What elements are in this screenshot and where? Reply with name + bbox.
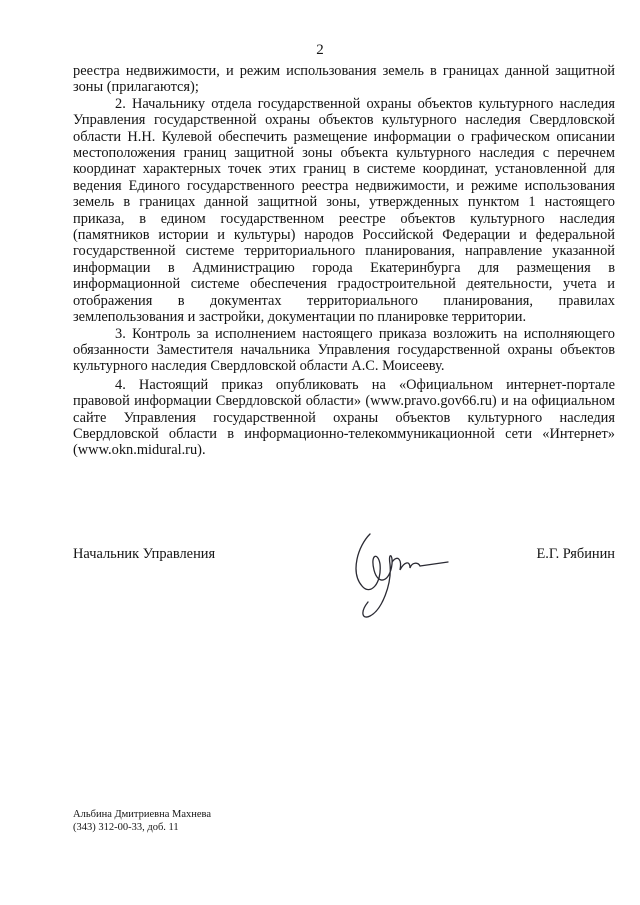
paragraph-item-3: 3. Контроль за исполнением настоящего приказа возложить на исполняющего обязанности Заместителя начальника Управления государственной охраны объектов культурного наследия Свердловской области А.С. Моисееву. (73, 325, 615, 375)
paragraph-item-2: 2. Начальнику отдела государственной охраны объектов культурного наследия Управления государственной охраны объектов культурного наследия Свердловской области Н.Н. Кулевой обеспечить размещение информации о графическом описании местоположения границ защитной зоны объекта культурного наследия с перечнем координат характерных точек этих границ в системе координат, установленной для ведения Единого государственного реестра недвижимости, и режиме использования земель в границах данной защитной зоны, утвержденных пунктом 1 настоящего приказа, в едином государственном реестре объектов культурного наследия (памятников истории и культуры) народов Российской Федерации и федеральной государственной системе территориального планирования, направление указанной информации в Администрацию города Екатеринбурга для размещения в информационной системе обеспечения градостроительной деятельности, учета и отображения в документах территориального планирования, правилах землепользования и застройки, документации по планировке территории. (73, 95, 615, 326)
document-body (73, 63, 615, 459)
signatory-title: Начальник Управления (73, 546, 216, 562)
executor-phone: (343) 312-00-33, доб. 11 (73, 822, 179, 833)
executor-info (73, 808, 211, 834)
paragraph-continuation: реестра недвижимости, и режим использования земель в границах данной защитной зоны (прилагаются); (73, 63, 615, 96)
executor-name: Альбина Дмитриевна Махнева (73, 809, 212, 820)
page-number: 2 (316, 42, 324, 58)
handwritten-signature (340, 524, 460, 624)
paragraph-item-4: 4. Настоящий приказ опубликовать на «Официальном интернет-портале правовой информации Свердловской области» (www.pravo.gov66.ru) и на официальном сайте Управления государственной охраны объектов культурного наследия Свердловской области в информационно-телекоммуникационной сети «Интернет» (www.okn.midural.ru). (73, 376, 615, 459)
signatory-name: Е.Г. Рябинин (536, 546, 615, 562)
